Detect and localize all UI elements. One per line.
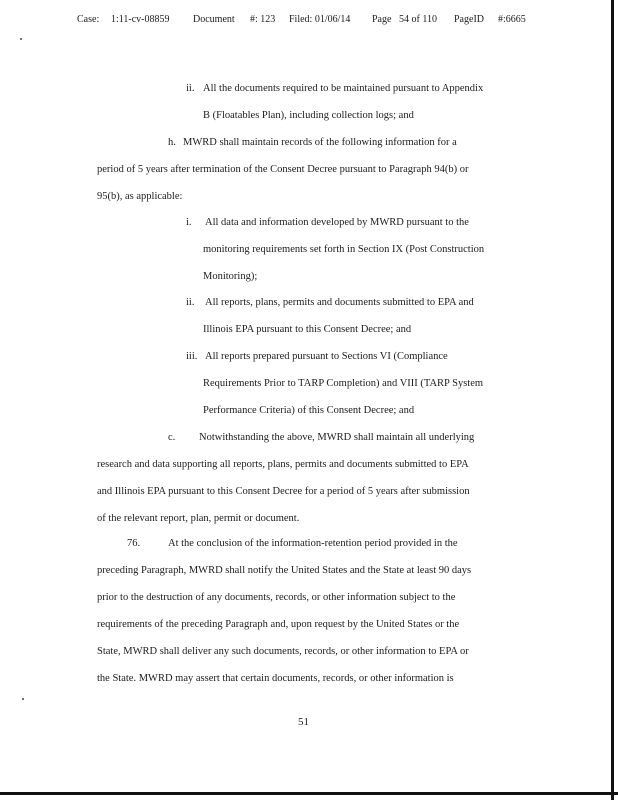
pageid-value: #:6665 <box>498 14 526 25</box>
scan-speck <box>20 38 22 40</box>
pageid-label: PageID <box>454 14 484 25</box>
text-line: requirements of the preceding Paragraph and, upon request by the United States or the <box>97 619 460 630</box>
list-marker: ii. <box>186 297 195 308</box>
filed-date: Filed: 01/06/14 <box>289 14 351 25</box>
text-line: 95(b), as applicable: <box>97 191 183 202</box>
text-line: State, MWRD shall deliver any such documents, records, or other information to EPA or <box>97 646 469 657</box>
text-line: monitoring requirements set forth in Section IX (Post Construction <box>203 244 485 255</box>
case-number: 1:11-cv-08859 <box>111 14 170 25</box>
text-line: Illinois EPA pursuant to this Consent Decree; and <box>203 324 412 335</box>
text-line: Notwithstanding the above, MWRD shall maintain all underlying <box>199 432 475 443</box>
page-label: Page <box>372 14 392 25</box>
case-label: Case: <box>77 14 100 25</box>
page-edge-right <box>611 0 614 800</box>
list-marker: ii. <box>186 83 195 94</box>
list-marker: h. <box>168 137 176 148</box>
text-line: and Illinois EPA pursuant to this Consent Decree for a period of 5 years after submission <box>97 486 470 497</box>
page-number: 51 <box>298 716 309 728</box>
page-of: 54 of 110 <box>399 14 437 25</box>
text-line: prior to the destruction of any documents, records, or other information subject to the <box>97 592 456 603</box>
text-line: research and data supporting all reports, plans, permits and documents submitted to EPA <box>97 459 469 470</box>
text-line: All reports prepared pursuant to Sections VI (Compliance <box>205 351 448 362</box>
document-label: Document <box>193 14 235 25</box>
scan-speck <box>22 698 24 700</box>
text-line: All data and information developed by MWRD pursuant to the <box>205 217 469 228</box>
text-line: At the conclusion of the information-retention period provided in the <box>168 538 458 549</box>
text-line: Requirements Prior to TARP Completion) and VIII (TARP System <box>203 378 484 389</box>
list-marker: c. <box>168 432 176 443</box>
document-number: #: 123 <box>250 14 276 25</box>
text-line: All the documents required to be maintained pursuant to Appendix <box>203 83 484 94</box>
page-edge-bottom <box>0 792 618 795</box>
text-line: MWRD shall maintain records of the following information for a <box>183 137 457 148</box>
list-marker: i. <box>186 217 192 228</box>
text-line: All reports, plans, permits and documents submitted to EPA and <box>205 297 474 308</box>
paragraph-number: 76. <box>127 538 141 549</box>
text-line: Performance Criteria) of this Consent Decree; and <box>203 405 415 416</box>
text-line: B (Floatables Plan), including collection logs; and <box>203 110 414 121</box>
text-line: Monitoring); <box>203 271 258 282</box>
list-marker: iii. <box>186 351 198 362</box>
text-line: of the relevant report, plan, permit or document. <box>97 513 300 524</box>
text-line: preceding Paragraph, MWRD shall notify the United States and the State at least 90 days <box>97 565 472 576</box>
text-line: period of 5 years after termination of the Consent Decree pursuant to Paragraph 94(b) or <box>97 164 469 175</box>
text-line: the State. MWRD may assert that certain documents, records, or other information is <box>97 673 454 684</box>
